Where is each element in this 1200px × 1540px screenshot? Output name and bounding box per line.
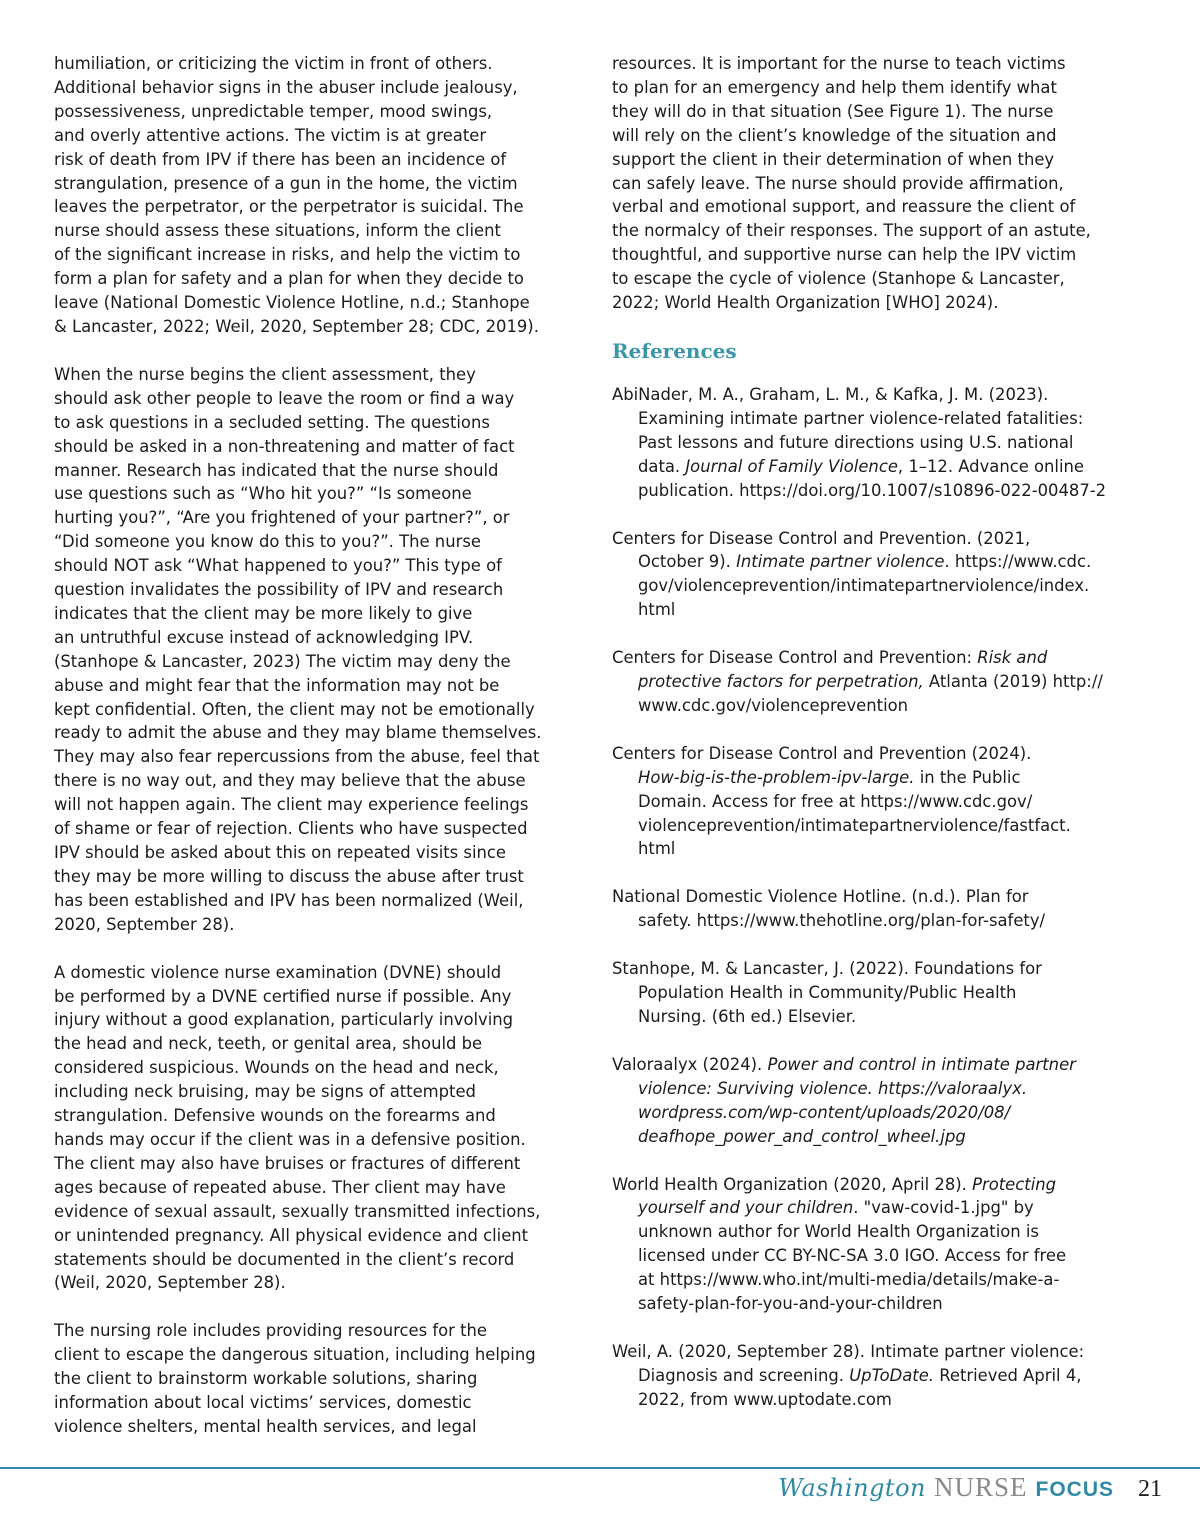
reference-item: Centers for Disease Control and Prevention (2024). How-big-is-the-problem-ipv-large. in the Public Domain. Access for free at https://www.cdc.gov/ violenceprevention/intimatepartnerviolence/fastfact. html: [612, 743, 1071, 859]
body-paragraph: A domestic violence nurse examination (DVNE) should be performed by a DVNE certified nurse if possible. Any injury without a good explanation, particularly involving the head and neck, teeth, or genital area, should be considered suspicious. Wounds on the head and neck, including neck bruising, may be signs of attempted strangulation. Defensive wounds on the forearms and hands may occur if the client was in a defensive position. The client may also have bruises or fractures of different ages because of repeated abuse. Ther client may have evidence of sexual assault, sexually transmitted infections, or unintended pregnancy. All physical evidence and client statements should be documented in the client’s record (Weil, 2020, September 28).: [54, 962, 541, 1293]
reference-item: Valoraalyx (2024). Power and control in intimate partner violence: Surviving violence. https://valoraalyx. wordpress.com/wp-content/uploads/2020/08/ deafhope_power_and_control_wheel.jpg: [612, 1054, 1076, 1146]
reference-item: Weil, A. (2020, September 28). Intimate partner violence: Diagnosis and screening. UpToDate. Retrieved April 4, 2022, from www.uptodate.com: [612, 1341, 1085, 1409]
page-footer: [778, 1472, 1162, 1512]
magazine-logo-nurse: NURSE: [933, 1472, 1028, 1502]
reference-item: National Domestic Violence Hotline. (n.d.). Plan for safety. https://www.thehotline.org/plan-for-safety/: [612, 887, 1046, 931]
right-column: [612, 52, 1152, 1436]
reference-item: AbiNader, M. A., Graham, L. M., & Kafka, J. M. (2023). Examining intimate partner violence-related fatalities: Past lessons and future directions using U.S. national data. Journal of Family Violence, 1–12. Advance online publication. https://doi.org/10.1007/s10896-022-00487-2: [612, 384, 1107, 500]
page-number: 21: [1138, 1476, 1162, 1502]
magazine-logo-script: Washington: [778, 1474, 926, 1502]
magazine-logo-focus: FOCUS: [1035, 1478, 1114, 1501]
left-column: [54, 52, 594, 1463]
footer-divider: [0, 1467, 1200, 1469]
reference-item: World Health Organization (2020, April 28). Protecting yourself and your children. "vaw-covid-1.jpg" by unknown author for World Health Organization is licensed under CC BY-NC-SA 3.0 IGO. Access for free at https://www.who.int/multi-media/details/make-a- safety-plan-for-you-and-your-children: [612, 1174, 1067, 1314]
reference-item: Centers for Disease Control and Prevention. (2021, October 9). Intimate partner violence. https://www.cdc. gov/violenceprevention/intimatepartnerviolence/index. html: [612, 528, 1092, 620]
references-heading: References: [612, 338, 737, 363]
body-paragraph: When the nurse begins the client assessment, they should ask other people to leave the room or find a way to ask questions in a secluded setting. The questions should be asked in a non-threatening and matter of fact manner. Research has indicated that the nurse should use questions such as “Who hit you?” “Is someone hurting you?”, “Are you frightened of your partner?”, or “Did someone you know do this to you?”. The nurse should NOT ask “What happened to you?” This type of question invalidates the possibility of IPV and research indicates that the client may be more likely to give an untruthful excuse instead of acknowledging IPV. (Stanhope & Lancaster, 2023) The victim may deny the abuse and might fear that the information may not be kept confidential. Often, the client may not be emotionally ready to admit the abuse and they may blame themselves. They may also fear repercussions from the abuse, feel that there is no way out, and they may believe that the abuse will not happen again. The client may experience feelings of shame or fear of rejection. Clients who have suspected IPV should be asked about this on repeated visits since they may be more willing to discuss the abuse after trust has been established and IPV has been normalized (Weil, 2020, September 28).: [54, 364, 542, 934]
body-paragraph: The nursing role includes providing resources for the client to escape the dangerous situation, including helping the client to brainstorm workable solutions, sharing information about local victims’ services, domestic violence shelters, mental health services, and legal: [54, 1321, 536, 1436]
reference-item: Centers for Disease Control and Prevention: Risk and protective factors for perpetration, Atlanta (2019) http:// www.cdc.gov/violenceprevention: [612, 648, 1103, 715]
reference-item: Stanhope, M. & Lancaster, J. (2022). Foundations for Population Health in Community/Public Health Nursing. (6th ed.) Elsevier.: [612, 959, 1042, 1026]
body-paragraph: humiliation, or criticizing the victim in front of others. Additional behavior signs in the abuser include jealousy, possessiveness, unpredictable temper, mood swings, and overly attentive actions. The victim is at greater risk of death from IPV if there has been an incidence of strangulation, presence of a gun in the home, the victim leaves the perpetrator, or the perpetrator is suicidal. The nurse should assess these situations, inform the client of the significant increase in risks, and help the victim to form a plan for safety and a plan for when they decide to leave (National Domestic Violence Hotline, n.d.; Stanhope & Lancaster, 2022; Weil, 2020, September 28; CDC, 2019).: [54, 54, 539, 336]
body-paragraph: resources. It is important for the nurse to teach victims to plan for an emergency and help them identify what they will do in that situation (See Figure 1). The nurse will rely on the client’s knowledge of the situation and support the client in their determination of when they can safely leave. The nurse should provide affirmation, verbal and emotional support, and reassure the client of the normalcy of their responses. The support of an astute, thoughtful, and supportive nurse can help the IPV victim to escape the cycle of violence (Stanhope & Lancaster, 2022; World Health Organization [WHO] 2024).: [612, 54, 1091, 313]
